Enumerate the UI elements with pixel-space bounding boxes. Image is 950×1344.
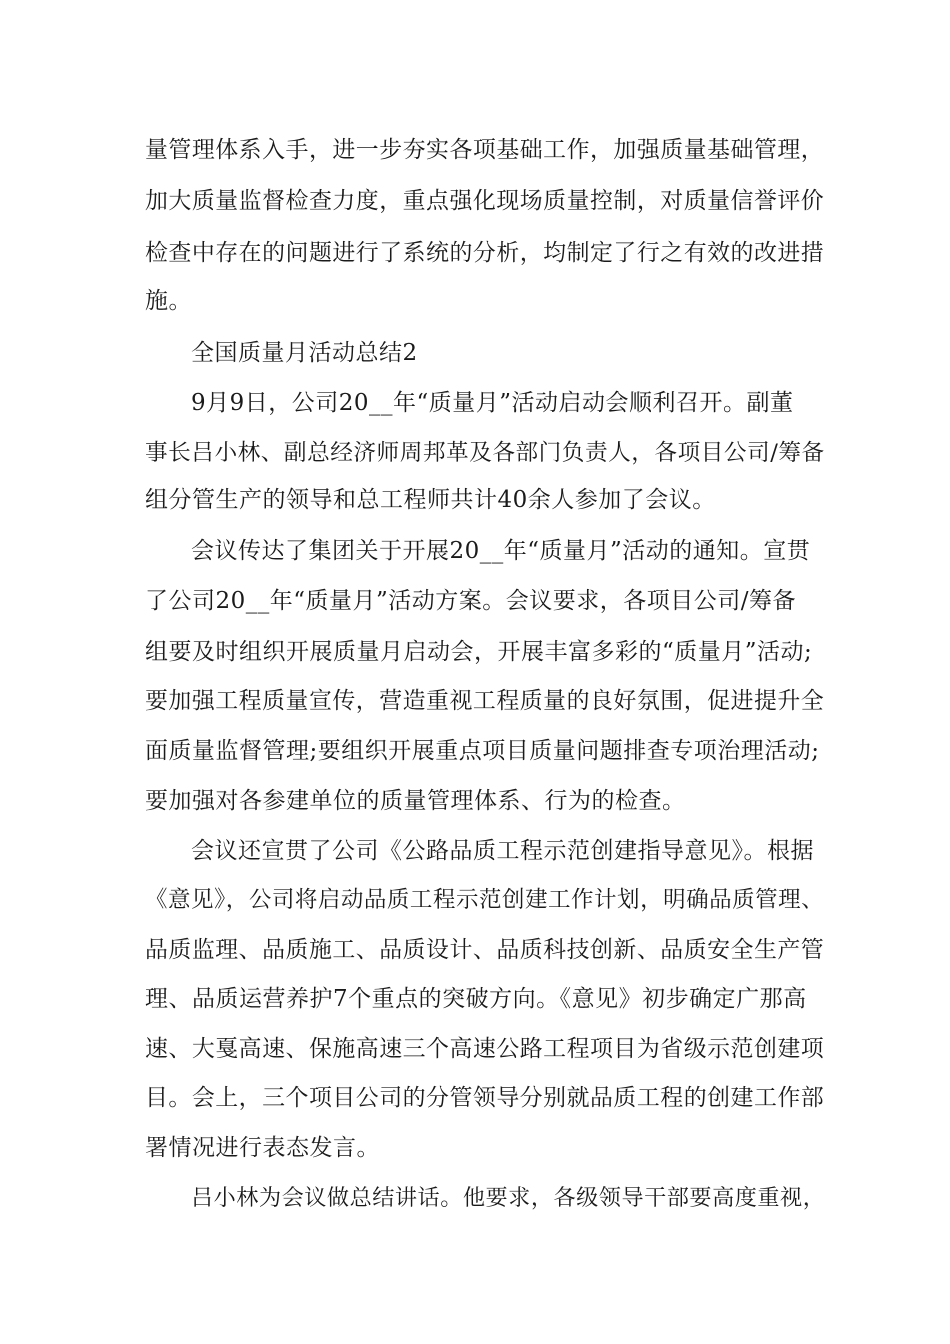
- text-line: 目。会上，三个项目公司的分管领导分别就品质工程的创建工作部: [145, 1085, 825, 1111]
- text-line: 事长吕小林、副总经济师周邦革及各部门负责人，各项目公司/筹备: [145, 440, 825, 466]
- text-line: 施。: [145, 288, 192, 314]
- text-line: 要加强工程质量宣传，营造重视工程质量的良好氛围，促进提升全: [145, 688, 825, 714]
- text-line: 吕小林为会议做总结讲话。他要求，各级领导干部要高度重视，: [191, 1185, 826, 1211]
- text-line: 量管理体系入手，进一步夯实各项基础工作，加强质量基础管理，: [145, 137, 825, 163]
- text-line: 检查中存在的问题进行了系统的分析，均制定了行之有效的改进措: [145, 240, 825, 266]
- text-line: 面质量监督管理;要组织开展重点项目质量问题排查专项治理活动;: [145, 738, 820, 764]
- text-line: 理、品质运营养护7个重点的突破方向。《意见》初步确定广那高: [145, 986, 807, 1012]
- text-line: 品质监理、品质施工、品质设计、品质科技创新、品质安全生产管: [145, 937, 825, 963]
- text-line: 了公司20__年“质量月”活动方案。会议要求，各项目公司/筹备: [145, 588, 797, 614]
- text-line: 组分管生产的领导和总工程师共计40余人参加了会议。: [145, 487, 716, 513]
- section-heading: 全国质量月活动总结2: [191, 340, 418, 366]
- text-line: 会议传达了集团关于开展20__年“质量月”活动的通知。宣贯: [191, 538, 811, 564]
- text-line: 加大质量监督检查力度，重点强化现场质量控制，对质量信誉评价: [145, 188, 825, 214]
- text-line: 要加强对各参建单位的质量管理体系、行为的检查。: [145, 788, 686, 814]
- text-line: 9月9日，公司20__年“质量月”活动启动会顺利召开。副董: [191, 390, 794, 416]
- text-line: 《意见》，公司将启动品质工程示范创建工作计划，明确品质管理、: [145, 887, 825, 913]
- text-line: 速、大戛高速、保施高速三个高速公路工程项目为省级示范创建项: [145, 1036, 825, 1062]
- text-line: 署情况进行表态发言。: [145, 1135, 380, 1161]
- text-line: 会议还宣贯了公司《公路品质工程示范创建指导意见》。根据: [191, 838, 814, 864]
- text-line: 组要及时组织开展质量月启动会，开展丰富多彩的“质量月”活动;: [145, 639, 813, 665]
